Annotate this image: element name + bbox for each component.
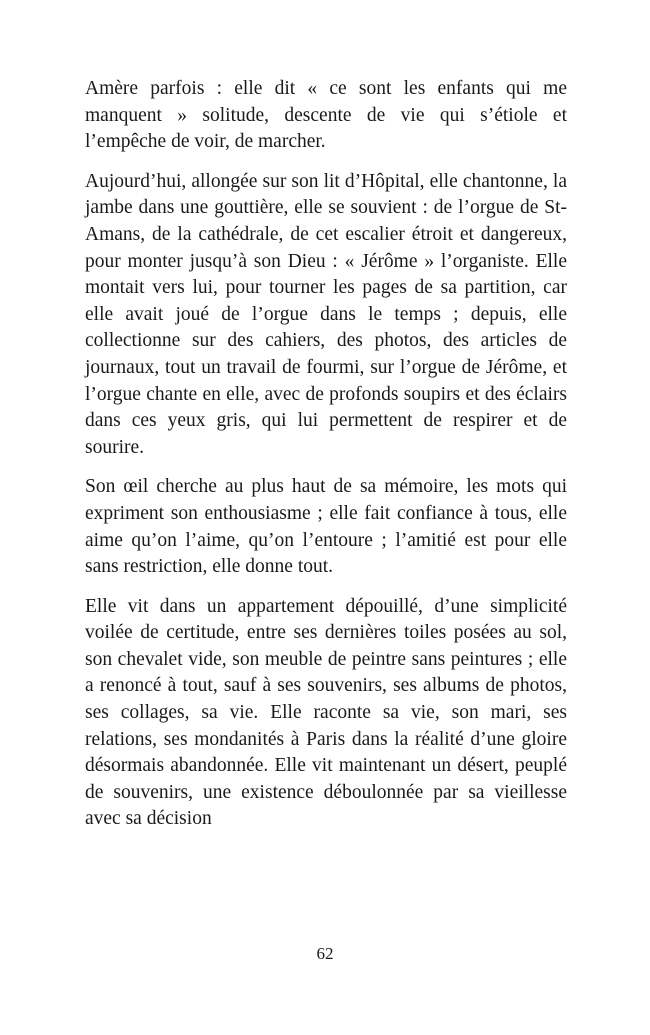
paragraph-4: Elle vit dans un appartement dépouillé, d’une simplicité voilée de certitude, entre ses dernières toiles posées au sol, son chevalet vide, son meuble de peintre sans peintures ; elle a renoncé à tout, sauf à ses souvenirs, ses albums de photos, ses collages, sa vie. Elle raconte sa vie, son mari, ses relations, ses mondanités à Paris dans la réalité d’une gloire désormais abandonnée. Elle vit maintenant un désert, peuplé de souvenirs, une existence déboulonnée par sa vieillesse avec sa décision [85,595,567,830]
paragraph-2: Aujourd’hui, allongée sur son lit d’Hôpital, elle chantonne, la jambe dans une gouttière, elle se souvient : de l’orgue de St-Amans, de la cathédrale, de cet escalier étroit et dangereux, pour monter jusqu’à son Dieu : « Jérôme » l’organiste. Elle montait vers lui, pour tourner les pages de sa partition, car elle avait joué de l’orgue dans le temps ; depuis, elle collectionne sur des cahiers, des photos, des articles de journaux, tout un travail de fourmi, sur l’orgue de Jérôme, et l’orgue chante en elle, avec de profonds soupirs et des éclairs dans ces yeux gris, qui lui permettent de respirer et de sourire. [85,170,567,458]
page-number: 62 [316,944,334,963]
paragraph-1: Amère parfois : elle dit « ce sont les enfants qui me manquent » solitude, descente de vie qui s’étiole et l’empêche de voir, de marcher. [85,78,567,153]
body-text [85,76,567,846]
paragraph-3: Son œil cherche au plus haut de sa mémoire, les mots qui expriment son enthousiasme ; elle fait confiance à tous, elle aime qu’on l’aime, qu’on l’entoure ; l’amitié est pour elle sans restriction, elle donne tout. [85,476,567,578]
